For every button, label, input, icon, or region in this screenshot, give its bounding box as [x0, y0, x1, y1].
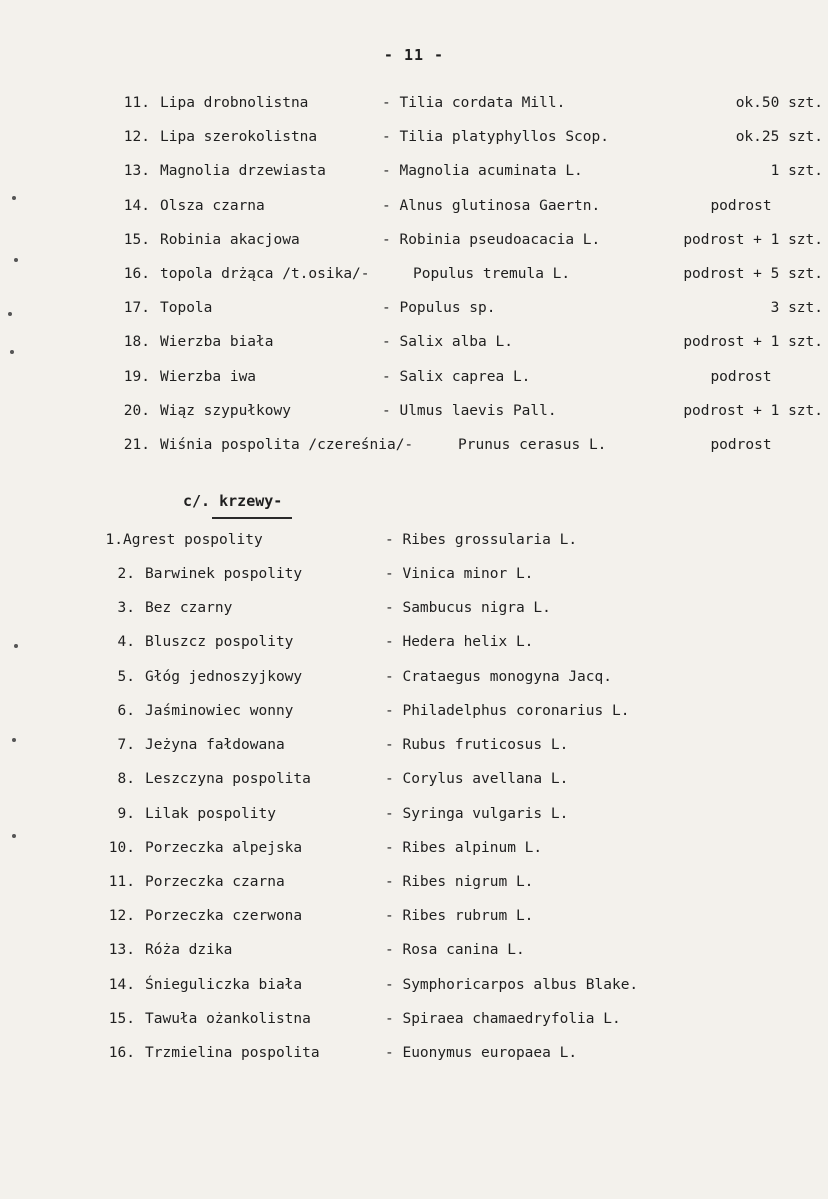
- item-number: 21.: [123, 437, 150, 453]
- polish-name: Śnieguliczka biała: [145, 977, 303, 993]
- polish-name: Leszczyna pospolita: [145, 771, 311, 787]
- polish-name: Jaśminowiec wonny: [145, 703, 294, 719]
- amount: podrost + 1 szt.: [683, 232, 823, 248]
- shrub-row: [0, 806, 828, 828]
- scan-mark: [12, 738, 16, 742]
- tree-row: [0, 232, 828, 254]
- polish-name: Trzmielina pospolita: [145, 1045, 320, 1061]
- shrub-row: [0, 566, 828, 588]
- latin-name: - Ulmus laevis Pall.: [382, 403, 557, 419]
- amount: podrost + 1 szt.: [683, 403, 823, 419]
- shrub-row: [0, 840, 828, 862]
- item-number: 9.: [117, 806, 135, 822]
- latin-name: - Euonymus europaea L.: [385, 1045, 578, 1061]
- latin-name: - Philadelphus coronarius L.: [385, 703, 630, 719]
- polish-name: Tawuła ożankolistna: [145, 1011, 311, 1027]
- scan-mark: [14, 644, 18, 648]
- shrub-row: [0, 977, 828, 999]
- item-number: 8.: [117, 771, 135, 787]
- item-number: 13.: [123, 163, 150, 179]
- latin-name: - Crataegus monogyna Jacq.: [385, 669, 612, 685]
- item-number: 19.: [123, 369, 150, 385]
- polish-name: Jeżyna fałdowana: [145, 737, 285, 753]
- scan-mark: [12, 196, 16, 200]
- latin-name: - Symphoricarpos albus Blake.: [385, 977, 639, 993]
- polish-name: Olsza czarna: [160, 198, 265, 214]
- polish-name: Wierzba biała: [160, 334, 274, 350]
- polish-name: Lipa szerokolistna: [160, 129, 318, 145]
- latin-name: - Tilia cordata Mill.: [382, 95, 566, 111]
- latin-name: - Tilia platyphyllos Scop.: [382, 129, 609, 145]
- scan-mark: [12, 834, 16, 838]
- item-number: 16.: [108, 1045, 135, 1061]
- item-number: 11.: [108, 874, 135, 890]
- polish-name: Lipa drobnolistna: [160, 95, 309, 111]
- latin-name: - Ribes alpinum L.: [385, 840, 543, 856]
- latin-name: - Ribes grossularia L.: [385, 532, 578, 548]
- latin-name: - Vinica minor L.: [385, 566, 534, 582]
- heading-underline: [212, 517, 292, 519]
- polish-name: Agrest pospolity: [123, 532, 263, 548]
- item-number: 4.: [117, 634, 135, 650]
- amount: podrost: [710, 369, 772, 385]
- tree-row: [0, 334, 828, 356]
- latin-name: - Alnus glutinosa Gaertn.: [382, 198, 601, 214]
- shrub-row: [0, 874, 828, 896]
- item-number: 16.: [123, 266, 150, 282]
- latin-name: - Hedera helix L.: [385, 634, 534, 650]
- item-number: 14.: [108, 977, 135, 993]
- latin-name: - Populus sp.: [382, 300, 496, 316]
- polish-name: Topola: [160, 300, 213, 316]
- latin-name: Populus tremula L.: [413, 266, 571, 282]
- item-number: 5.: [117, 669, 135, 685]
- shrub-row: [0, 532, 828, 554]
- scan-mark: [8, 312, 12, 316]
- shrub-row: [0, 771, 828, 793]
- polish-name: Bez czarny: [145, 600, 233, 616]
- shrub-row: [0, 703, 828, 725]
- polish-name: Róża dzika: [145, 942, 233, 958]
- polish-name: Robinia akacjowa: [160, 232, 300, 248]
- latin-name: - Syringa vulgaris L.: [385, 806, 569, 822]
- latin-name: - Ribes nigrum L.: [385, 874, 534, 890]
- item-number: 2.: [117, 566, 135, 582]
- item-number: 6.: [117, 703, 135, 719]
- shrub-row: [0, 634, 828, 656]
- polish-name: Wiśnia pospolita /czereśnia/-: [160, 437, 414, 453]
- shrub-row: [0, 600, 828, 622]
- tree-row: [0, 437, 828, 459]
- item-number: 18.: [123, 334, 150, 350]
- item-number: 20.: [123, 403, 150, 419]
- shrub-row: [0, 669, 828, 691]
- amount: ok.25 szt.: [735, 129, 823, 145]
- shrub-row: [0, 942, 828, 964]
- tree-row: [0, 198, 828, 220]
- tree-row: [0, 369, 828, 391]
- shrubs-heading: c/. krzewy-: [183, 492, 283, 510]
- latin-name: - Spiraea chamaedryfolia L.: [385, 1011, 621, 1027]
- tree-row: [0, 129, 828, 151]
- latin-name: - Corylus avellana L.: [385, 771, 569, 787]
- latin-name: - Ribes rubrum L.: [385, 908, 534, 924]
- amount: podrost: [710, 437, 772, 453]
- item-number: 15.: [123, 232, 150, 248]
- latin-name: - Sambucus nigra L.: [385, 600, 551, 616]
- amount: 3 szt.: [770, 300, 823, 316]
- latin-name: - Magnolia acuminata L.: [382, 163, 583, 179]
- item-number: 15.: [108, 1011, 135, 1027]
- amount: ok.50 szt.: [735, 95, 823, 111]
- polish-name: Głóg jednoszyjkowy: [145, 669, 303, 685]
- tree-row: [0, 163, 828, 185]
- item-number: 11.: [123, 95, 150, 111]
- item-number: 14.: [123, 198, 150, 214]
- polish-name: Barwinek pospolity: [145, 566, 303, 582]
- polish-name: topola drżąca /t.osika/-: [160, 266, 370, 282]
- latin-name: - Rubus fruticosus L.: [385, 737, 569, 753]
- page-number: - 11 -: [383, 46, 445, 64]
- latin-name: Prunus cerasus L.: [458, 437, 607, 453]
- item-number: 7.: [117, 737, 135, 753]
- amount: podrost + 1 szt.: [683, 334, 823, 350]
- item-number: 12.: [123, 129, 150, 145]
- polish-name: Porzeczka czerwona: [145, 908, 303, 924]
- polish-name: Bluszcz pospolity: [145, 634, 294, 650]
- scan-mark: [14, 258, 18, 262]
- item-number: 12.: [108, 908, 135, 924]
- polish-name: Wierzba iwa: [160, 369, 257, 385]
- polish-name: Lilak pospolity: [145, 806, 276, 822]
- amount: 1 szt.: [770, 163, 823, 179]
- shrub-row: [0, 1045, 828, 1067]
- polish-name: Porzeczka czarna: [145, 874, 285, 890]
- latin-name: - Salix caprea L.: [382, 369, 531, 385]
- tree-row: [0, 95, 828, 117]
- scan-mark: [10, 350, 14, 354]
- polish-name: Wiąz szypułkowy: [160, 403, 291, 419]
- amount: podrost: [710, 198, 772, 214]
- item-number: 3.: [117, 600, 135, 616]
- polish-name: Magnolia drzewiasta: [160, 163, 326, 179]
- tree-row: [0, 300, 828, 322]
- shrub-row: [0, 737, 828, 759]
- shrub-row: [0, 1011, 828, 1033]
- shrub-row: [0, 908, 828, 930]
- item-number: 1.: [105, 532, 123, 548]
- item-number: 13.: [108, 942, 135, 958]
- latin-name: - Robinia pseudoacacia L.: [382, 232, 601, 248]
- latin-name: - Rosa canina L.: [385, 942, 525, 958]
- latin-name: - Salix alba L.: [382, 334, 513, 350]
- tree-row: [0, 403, 828, 425]
- item-number: 10.: [108, 840, 135, 856]
- amount: podrost + 5 szt.: [683, 266, 823, 282]
- item-number: 17.: [123, 300, 150, 316]
- tree-row: [0, 266, 828, 288]
- polish-name: Porzeczka alpejska: [145, 840, 303, 856]
